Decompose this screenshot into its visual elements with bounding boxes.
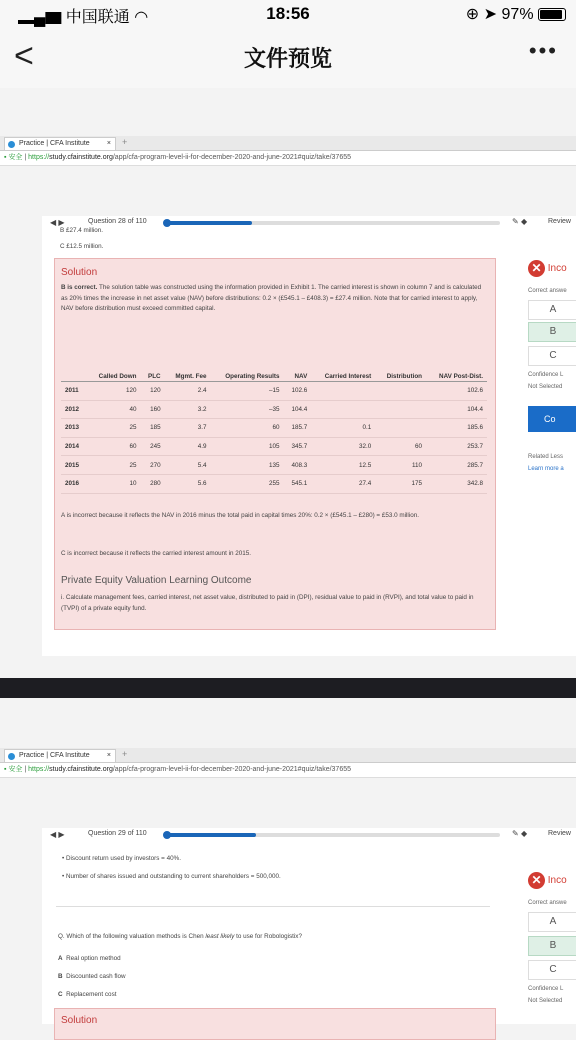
eraser-icon[interactable]: ◆ [520,829,528,838]
table-cell: 25 [87,456,141,475]
answer-option-c[interactable]: C [528,346,576,366]
choice-b[interactable] [58,972,126,983]
tab-close-icon[interactable]: × [106,140,111,147]
confidence-label: Confidence L [528,986,564,992]
progress-bar [166,833,500,837]
question-suffix: to use for Robologistix? [234,933,302,940]
choice-letter: B [58,973,63,980]
table-cell: 253.7 [426,437,487,456]
page-title: 文件预览 [243,46,332,71]
table-cell: 60 [87,437,141,456]
table-header-cell: Distribution [375,353,426,382]
table-cell: 110 [375,456,426,475]
table-cell: 0.1 [311,419,375,438]
status-bar [0,0,576,28]
question-prefix: Q. Which of the following valuation methods is Chen [58,933,206,940]
table-cell: 185.6 [426,419,487,438]
table-body [61,382,487,494]
table-cell: 135 [211,456,284,475]
browser-chrome [0,136,576,168]
bullet-text: Number of shares issued and outstanding to current shareholders = 500,000. [65,873,281,880]
table-cell: –35 [211,400,284,419]
table-header-cell: PLC [140,353,164,382]
bullet-item: • Number of shares issued and outstanding to current shareholders = 500,000. [62,873,281,880]
tab-title: Practice | CFA Institute [19,752,90,759]
choice-a[interactable] [58,954,121,965]
battery-percent: 97% [501,6,534,23]
wifi-icon: ◠ [134,9,149,26]
table-cell: 25 [87,419,141,438]
lock-icon: ▪ [4,154,7,161]
url-path: /app/cfa-program-level-ii-for-december-2020-and-june-2021#quiz/take/37655 [112,154,351,161]
not-selected-label: Not Selected [528,384,563,390]
table-cell: 2012 [61,400,87,419]
screenshot-panel-1 [0,88,576,678]
table-cell: 5.6 [165,474,211,493]
choice-letter: C [58,991,63,998]
quiz-page-29 [42,828,576,1024]
correct-answer-label: Correct answe [528,900,567,906]
question-counter: Question 29 of 110 [88,830,147,837]
option-b: B £27.4 million. [60,227,104,234]
back-button[interactable]: < [14,37,34,75]
table-cell: 175 [375,474,426,493]
table-cell: 280 [140,474,164,493]
navigation-bar [0,28,576,89]
table-header-cell: Carried Interest [311,353,375,382]
table-cell: 255 [211,474,284,493]
more-button[interactable]: ••• [528,38,558,63]
table-cell: 3.7 [165,419,211,438]
solution-explanation [61,283,487,315]
solution-title: Solution [61,267,98,278]
table-cell: 120 [140,382,164,401]
table-cell: 40 [87,400,141,419]
table-cell: 102.6 [283,382,311,401]
a-incorrect-text: A is incorrect because it reflects the NAV in 2016 minus the total paid in capital times 20%: 0.2 × (£545.1 – £280) = £53.0 million. [61,512,419,519]
table-cell: 545.1 [283,474,311,493]
annotation-tools[interactable] [512,829,527,838]
quiz-page-28 [42,216,576,656]
address-bar[interactable]: ▪ 安全 | https://study.cfainstitute.org/app/cfa-program-level-ii-for-december-2020-and-june-2021#quiz/take/37655 [0,763,576,778]
table-cell: 102.6 [426,382,487,401]
c-incorrect-text: C is incorrect because it reflects the carried interest amount in 2015. [61,550,252,557]
table-cell: 104.4 [283,400,311,419]
table-cell [311,400,375,419]
clock: 18:56 [266,4,310,23]
table-cell: 4.9 [165,437,211,456]
correct-answer-label: Correct answe [528,288,567,294]
table-cell: –15 [211,382,284,401]
table-cell: 60 [211,419,284,438]
table-cell: 185 [140,419,164,438]
tab-close-icon[interactable]: × [106,752,111,759]
answer-option-b[interactable]: B [528,322,576,342]
table-header-cell: Called Down [87,353,141,382]
table-cell [311,382,375,401]
table-cell: 285.7 [426,456,487,475]
result-indicator [528,260,567,277]
table-cell: 5.4 [165,456,211,475]
status-right [466,4,566,24]
not-selected-label: Not Selected [528,998,563,1004]
lock-rotation-icon: ⊕ [465,6,480,23]
question-nav-arrows[interactable]: ◀ ▶ [50,830,65,839]
solution-table [61,353,487,494]
question-nav-arrows[interactable]: ◀ ▶ [50,218,65,227]
favicon-icon [8,141,15,148]
review-button[interactable]: Review [548,830,571,837]
table-cell: 32.0 [311,437,375,456]
table-cell: 2016 [61,474,87,493]
table-cell: 120 [87,382,141,401]
table-cell: 60 [375,437,426,456]
outcome-item: i. Calculate management fees, carried interest, net asset value, distributed to paid in (DPI), residual value to paid in (RVPI), and total value to paid in (TVPI) of a private equity fund. [61,594,474,612]
progress-fill [166,221,252,225]
secure-label: 安全 [8,154,23,161]
choice-letter: A [58,955,63,962]
table-cell: 245 [140,437,164,456]
continue-button[interactable]: Co [528,406,576,432]
divider [56,906,490,907]
answer-option-b[interactable]: B [528,936,576,956]
bullet-text: Discount return used by investors = 40%. [65,855,181,862]
progress-bar [166,221,500,225]
table-row [61,419,487,438]
url-scheme: https:// [28,154,50,161]
choice-text: Real option method [66,955,121,962]
table-cell: 270 [140,456,164,475]
new-tab-button[interactable]: + [122,749,128,759]
correct-text: The solution table was constructed using the information provided in Exhibit 1. The carried interest is shown in column 7 and is calculated as 20% times the increase in net asset value (NAV) before distributions: 0.2 × (£545.1 – £408.3) = £27.4 million. Note that for carried interest to apply, NAV before distribution must exceed committed capital. [61,284,482,312]
table-row [61,474,487,493]
table-row [61,382,487,401]
signal-icon: ▂▄▆ [18,9,62,26]
url-host: study.cfainstitute.org [49,766,113,773]
address-bar[interactable]: ▪ 安全 | https://study.cfainstitute.org/app/cfa-program-level-ii-for-december-2020-and-june-2021#quiz/take/37655 [0,151,576,166]
table-cell: 12.5 [311,456,375,475]
choice-c[interactable] [58,990,116,1001]
bullet-item: • Discount return used by investors = 40%. [62,855,181,862]
secure-label: 安全 [8,766,23,773]
answer-option-a[interactable]: A [528,300,576,320]
table-cell [375,400,426,419]
table-cell: 185.7 [283,419,311,438]
question-counter: Question 28 of 110 [88,218,147,225]
table-cell: 2014 [61,437,87,456]
browser-tab[interactable] [4,749,116,762]
answer-option-c[interactable]: C [528,960,576,980]
table-header-row [61,353,487,382]
table-cell: 408.3 [283,456,311,475]
tab-bar [0,136,576,151]
url-path: /app/cfa-program-level-ii-for-december-2020-and-june-2021#quiz/take/37655 [112,766,351,773]
incorrect-icon: ✕ [528,872,545,889]
tab-title: Practice | CFA Institute [19,140,90,147]
table-cell: 3.2 [165,400,211,419]
table-cell: 27.4 [311,474,375,493]
table-row [61,400,487,419]
location-icon: ➤ [483,6,498,23]
progress-knob[interactable] [163,831,171,839]
table-row [61,456,487,475]
progress-fill [166,833,256,837]
result-label: Inco [547,875,567,887]
browser-chrome-2 [0,748,576,780]
table-cell: 105 [211,437,284,456]
new-tab-button[interactable]: + [122,137,128,147]
choice-text: Replacement cost [66,991,117,998]
question-toolbar [42,216,576,230]
correct-prefix: B is correct. [61,284,98,291]
incorrect-icon: ✕ [528,260,545,277]
carrier-label: ▂▄▆ 中国联通 ◠ [18,9,149,26]
related-lessons-label: Related Less [528,454,564,460]
table-header-cell: Operating Results [211,353,284,382]
table-cell: 2013 [61,419,87,438]
divider-bar [0,678,576,698]
table-cell: 2.4 [165,382,211,401]
review-button[interactable]: Review [548,218,571,225]
option-c: C £12.5 million. [60,243,104,250]
eraser-icon[interactable]: ◆ [520,217,528,226]
browser-tab[interactable] [4,137,116,150]
answer-option-a[interactable]: A [528,912,576,932]
pencil-icon[interactable]: ✎ [512,217,519,226]
choice-text: Discounted cash flow [66,973,126,980]
table-header-cell: NAV Post-Dist. [426,353,487,382]
tab-bar [0,748,576,763]
table-cell: 342.8 [426,474,487,493]
table-cell [375,382,426,401]
table-cell: 104.4 [426,400,487,419]
table-cell [375,419,426,438]
table-cell: 160 [140,400,164,419]
outcome-title: Private Equity Valuation Learning Outcome [61,575,252,586]
url-host: study.cfainstitute.org [49,154,113,161]
screenshot-panel-2 [0,698,576,1024]
url-scheme: https:// [28,766,50,773]
solution-title: Solution [61,1015,98,1026]
table-cell: 10 [87,474,141,493]
battery-icon [538,8,566,21]
table-cell: 2015 [61,456,87,475]
question-emphasis: least likely [205,933,235,940]
progress-knob[interactable] [163,219,171,227]
table-cell: 345.7 [283,437,311,456]
question-toolbar [42,828,576,842]
learn-more-link[interactable]: Learn more a [528,466,564,472]
solution-box [54,258,496,630]
lock-icon: ▪ [4,766,7,773]
table-row [61,437,487,456]
solution-box [54,1008,496,1040]
table-header-cell [61,353,87,382]
table-header-cell: NAV [283,353,311,382]
result-label: Inco [547,263,567,275]
confidence-label: Confidence L [528,372,564,378]
annotation-tools[interactable] [512,217,527,226]
table-header-cell: Mgmt. Fee [165,353,211,382]
favicon-icon [8,753,15,760]
result-indicator [528,872,567,889]
pencil-icon[interactable]: ✎ [512,829,519,838]
table-cell: 2011 [61,382,87,401]
question-text [58,932,302,943]
